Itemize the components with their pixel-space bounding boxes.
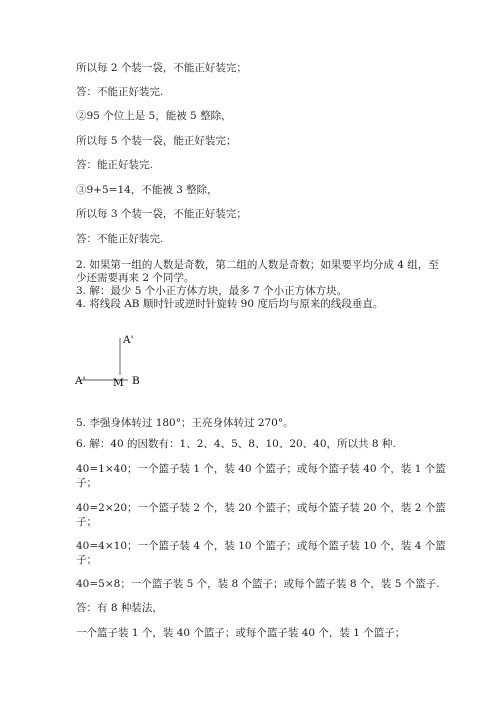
text-line: 所以每 5 个装一袋，能正好装完； [76, 135, 237, 147]
label-b: B [132, 375, 140, 387]
text-line: 子； [76, 554, 97, 566]
text-line: ②95 个位上是 5，能被 5 整除， [76, 110, 232, 122]
text-line: 40=2×20；一个篮子装 2 个，装 20 个篮子；或每个篮子装 20 个，装 2 个篮 [76, 502, 446, 514]
text-line: 5. 李强身体转过 180°；王亮身体转过 270°。 [76, 417, 294, 429]
text-line: 答：有 8 种装法， [76, 602, 163, 614]
text-line: 40=1×40；一个篮子装 1 个，装 40 个篮子；或每个篮子装 40 个，装 1 个篮 [76, 463, 446, 475]
text-line: 3. 解：最少 5 个小正方体方块，最多 7 个小正方体方块。 [76, 285, 348, 297]
text-line: 4. 将线段 AB 顺时针或逆时针旋转 90 度后均与原来的线段垂直。 [76, 298, 384, 310]
text-line: 少还需要再来 2 个同学。 [76, 272, 195, 284]
text-line: 所以每 2 个装一袋，不能正好装完； [76, 62, 247, 74]
text-line: ③9+5=14，不能被 3 整除， [76, 184, 218, 196]
label-a-prime-left: A' [75, 375, 86, 387]
text-line: 一个篮子装 1 个，装 40 个篮子；或每个篮子装 40 个，装 1 个篮子； [76, 627, 406, 639]
text-line: 所以每 3 个装一袋，不能正好装完； [76, 208, 247, 220]
text-line: 答：能正好装完. [76, 159, 153, 171]
label-m: M [113, 377, 124, 389]
label-a-prime-top: A' [123, 334, 134, 346]
text-line: 6. 解：40 的因数有：1、2、4、5、8、10、20、40，所以共 8 种. [76, 438, 396, 450]
rotation-diagram [72, 334, 156, 389]
text-line: 子； [76, 516, 97, 528]
text-line: 答：不能正好装完. [76, 233, 164, 245]
text-line: 2. 如果第一组的人数是奇数，第二组的人数是奇数；如果要平均分成 4 组，至 [76, 259, 439, 271]
text-line: 40=4×10；一个篮子装 4 个，装 10 个篮子；或每个篮子装 10 个，装 4 个篮 [76, 540, 446, 552]
text-line: 40=5×8；一个篮子装 5 个，装 8 个篮子；或每个篮子装 8 个，装 5 个篮子. [76, 578, 440, 590]
text-line: 答：不能正好装完. [76, 86, 164, 98]
text-line: 子； [76, 477, 97, 489]
